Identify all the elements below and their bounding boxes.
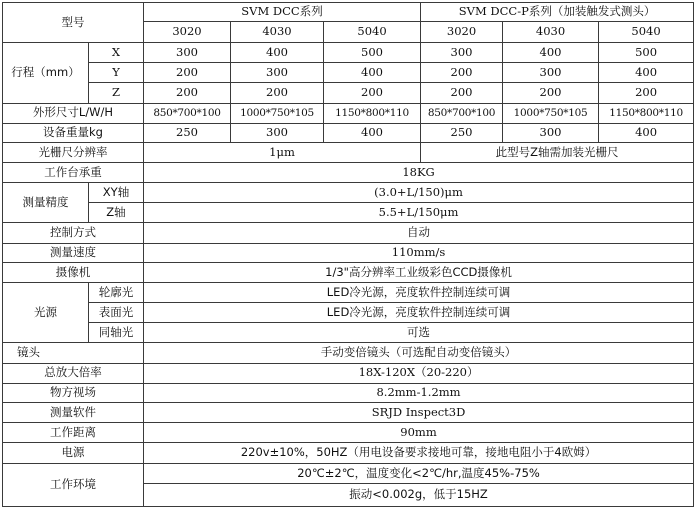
axis-label: Z轴 — [89, 203, 144, 223]
value-cell: 300 — [231, 123, 324, 142]
series-dcc-p-header: SVM DCC-P系列（加装触发式测头） — [421, 3, 694, 22]
speed-value: 110mm/s — [144, 243, 694, 262]
camera-row — [3, 263, 694, 283]
axis-label: X — [89, 42, 144, 62]
magnification-value: 18X-120X（20-220） — [144, 363, 694, 383]
value-cell: 200 — [503, 83, 599, 103]
light-row-contour — [3, 283, 694, 302]
software-row — [3, 403, 694, 423]
value-cell: 1150*800*110 — [324, 103, 421, 123]
weight-label: 设备重量kg — [3, 123, 144, 142]
axis-label: XY轴 — [89, 182, 144, 202]
light-value: LED冷光源，亮度软件控制连续可调 — [144, 302, 694, 322]
value-cell: 400 — [503, 42, 599, 62]
model-label: 型号 — [3, 3, 144, 43]
control-row — [3, 223, 694, 243]
power-value: 220v±10%，50HZ（用电设备要求接地可靠，接地电阻小于4欧姆） — [144, 442, 694, 463]
environment-label: 工作环境 — [3, 464, 144, 507]
axis-label: Y — [89, 62, 144, 82]
travel-row-z — [3, 83, 694, 103]
grating-value: 1μm — [144, 143, 421, 163]
light-type: 表面光 — [89, 302, 144, 322]
camera-value: 1/3"高分辨率工业级彩色CCD摄像机 — [144, 263, 694, 283]
lens-value: 手动变倍镜头（可选配自动变倍镜头） — [144, 343, 694, 363]
value-cell: 200 — [231, 83, 324, 103]
weight-row — [3, 123, 694, 142]
speed-row — [3, 243, 694, 262]
value-cell: 250 — [144, 123, 231, 142]
value-cell: 400 — [324, 123, 421, 142]
software-label: 测量软件 — [3, 403, 144, 423]
value-cell: 850*700*100 — [144, 103, 231, 123]
magnification-row — [3, 363, 694, 383]
camera-label: 摄像机 — [3, 263, 144, 283]
control-value: 自动 — [144, 223, 694, 243]
light-row-surface — [3, 302, 694, 322]
accuracy-label: 测量精度 — [3, 182, 89, 223]
value-cell: 200 — [144, 83, 231, 103]
value-cell: 850*700*100 — [421, 103, 503, 123]
working-distance-label: 工作距离 — [3, 423, 144, 442]
value-cell: 400 — [231, 42, 324, 62]
working-distance-value: 90mm — [144, 423, 694, 442]
value-cell: 1000*750*105 — [231, 103, 324, 123]
lens-label: 镜头 — [3, 343, 144, 363]
magnification-label: 总放大倍率 — [3, 363, 144, 383]
header-row — [3, 3, 694, 22]
table-load-row — [3, 163, 694, 182]
accuracy-row-z — [3, 203, 694, 223]
grating-note: 此型号Z轴需加装光栅尺 — [421, 143, 694, 163]
environment-value: 20℃±2℃，温度变化<2℃/hr,温度45%-75% — [144, 464, 694, 484]
fov-value: 8.2mm-1.2mm — [144, 383, 694, 402]
accuracy-value: (3.0+L/150)μm — [144, 182, 694, 202]
value-cell: 300 — [144, 42, 231, 62]
accuracy-row-xy — [3, 182, 694, 202]
value-cell: 500 — [599, 42, 694, 62]
model-cell: 4030 — [231, 22, 324, 42]
grating-row — [3, 143, 694, 163]
travel-row-y — [3, 62, 694, 82]
value-cell: 1150*800*110 — [599, 103, 694, 123]
value-cell: 200 — [421, 83, 503, 103]
model-cell: 4030 — [503, 22, 599, 42]
software-value: SRJD Inspect3D — [144, 403, 694, 423]
value-cell: 300 — [231, 62, 324, 82]
value-cell: 300 — [421, 42, 503, 62]
light-type: 同轴光 — [89, 322, 144, 342]
speed-label: 测量速度 — [3, 243, 144, 262]
lens-row — [3, 343, 694, 363]
value-cell: 400 — [599, 62, 694, 82]
dimensions-label: 外形尺寸L/W/H — [3, 103, 144, 123]
fov-row — [3, 383, 694, 402]
light-value: LED冷光源，亮度软件控制连续可调 — [144, 283, 694, 302]
working-distance-row — [3, 423, 694, 442]
model-cell: 3020 — [421, 22, 503, 42]
value-cell: 500 — [324, 42, 421, 62]
value-cell: 200 — [421, 62, 503, 82]
value-cell: 300 — [503, 123, 599, 142]
environment-value: 振动<0.002g，低于15HZ — [144, 484, 694, 507]
light-type: 轮廓光 — [89, 283, 144, 302]
light-row-coaxial — [3, 322, 694, 342]
dimensions-row — [3, 103, 694, 123]
table-load-label: 工作台承重 — [3, 163, 144, 182]
table-load-value: 18KG — [144, 163, 694, 182]
series-dcc-header: SVM DCC系列 — [144, 3, 421, 22]
model-cell: 5040 — [324, 22, 421, 42]
value-cell: 200 — [144, 62, 231, 82]
model-cell: 3020 — [144, 22, 231, 42]
light-value: 可选 — [144, 322, 694, 342]
model-cell: 5040 — [599, 22, 694, 42]
value-cell: 1000*750*105 — [503, 103, 599, 123]
value-cell: 300 — [503, 62, 599, 82]
control-label: 控制方式 — [3, 223, 144, 243]
value-cell: 250 — [421, 123, 503, 142]
light-label: 光源 — [3, 283, 89, 343]
axis-label: Z — [89, 83, 144, 103]
value-cell: 400 — [324, 62, 421, 82]
spec-table — [2, 2, 694, 507]
accuracy-value: 5.5+L/150μm — [144, 203, 694, 223]
value-cell: 400 — [599, 123, 694, 142]
value-cell: 200 — [324, 83, 421, 103]
power-label: 电源 — [3, 442, 144, 463]
power-row — [3, 442, 694, 463]
environment-row-1 — [3, 464, 694, 484]
travel-label: 行程（mm） — [3, 42, 89, 103]
value-cell: 200 — [599, 83, 694, 103]
travel-row-x — [3, 42, 694, 62]
fov-label: 物方视场 — [3, 383, 144, 402]
grating-label: 光栅尺分辨率 — [3, 143, 144, 163]
